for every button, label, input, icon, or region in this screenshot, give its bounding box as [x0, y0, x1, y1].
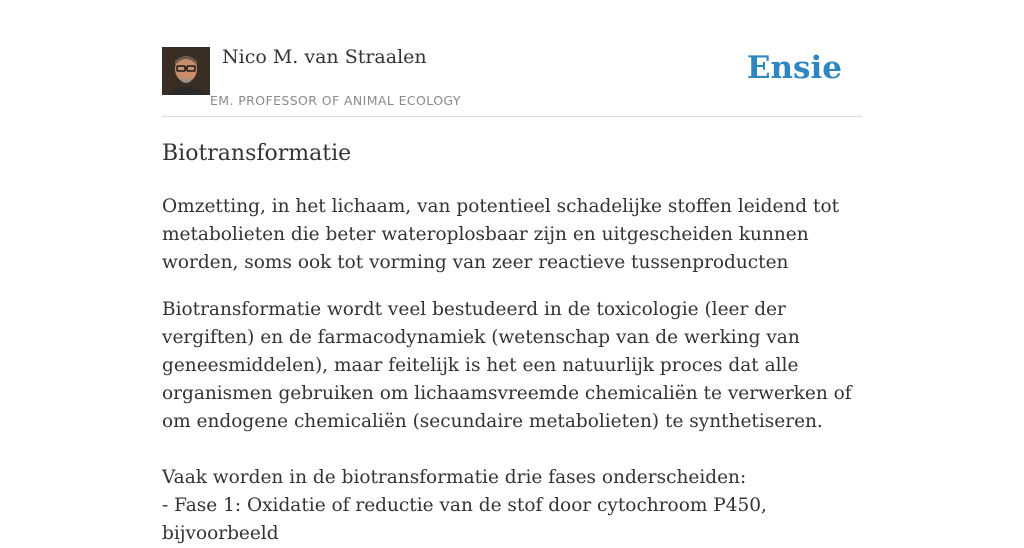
entry-definition: Omzetting, in het lichaam, van potentieel schadelijke stoffen leidend tot metabolieten die beter wateroplosbaar zijn en uitgescheiden kunnen worden, soms ook tot vorming van zeer reactieve tussenproducten [162, 196, 840, 273]
author-title: EM. PROFESSOR OF ANIMAL ECOLOGY [210, 93, 461, 108]
person-photo-icon [162, 47, 210, 95]
author-name[interactable]: Nico M. van Straalen [222, 46, 427, 68]
entry-content [162, 138, 862, 548]
author-header [162, 46, 862, 117]
entry-term: Biotransformatie [162, 141, 352, 166]
entry-explanation: Biotransformatie wordt veel bestudeerd in de toxicologie (leer der vergiften) en de farmacodynamiek (wetenschap van de werking van geneesmiddelen), maar feitelijk is het een natuurlijk proces dat alle organismen gebruiken om lichaamsvreemde chemicaliën te verwerken of om endogene chemicaliën (secundaire metabolieten) te synthetiseren. Vaak worden in de biotransformatie drie fases onderscheiden: - Fase 1: Oxidatie of reductie van de stof door cytochroom P450, bijvoorbeeld [162, 299, 852, 544]
author-avatar[interactable] [162, 47, 210, 95]
brand-logo[interactable]: Ensie [746, 50, 842, 86]
